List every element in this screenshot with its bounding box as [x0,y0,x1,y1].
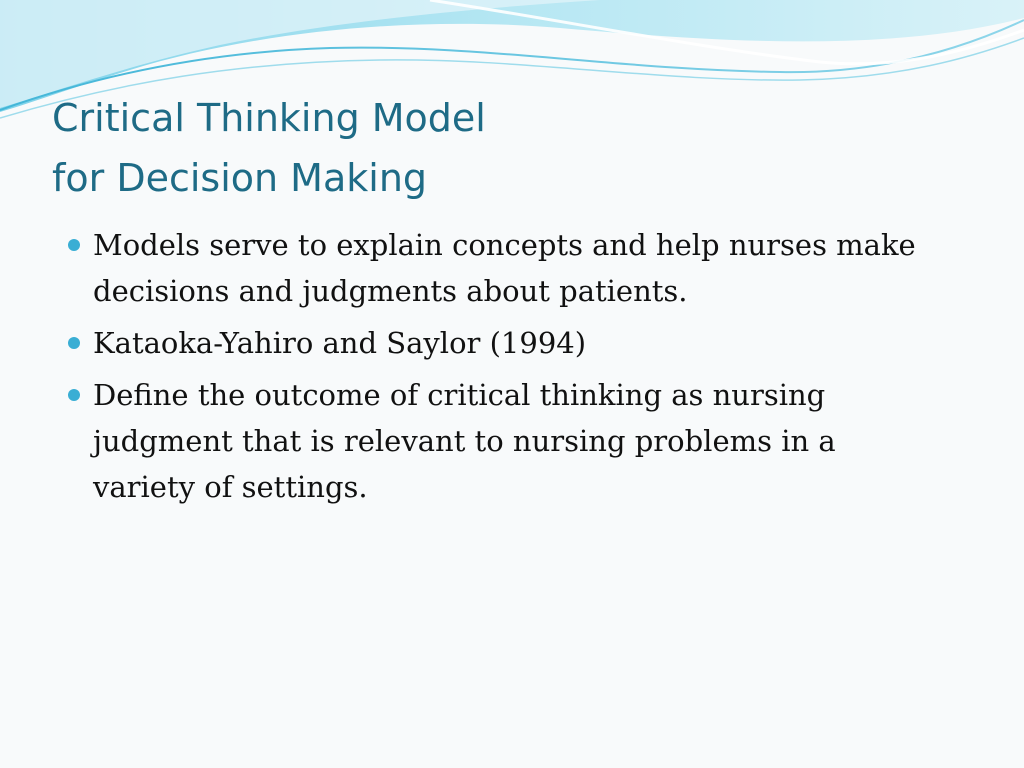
bullet-dot-icon [68,239,80,251]
bullet-dot-icon [68,389,80,401]
bullet-list [56,222,916,516]
bullet-dot-icon [68,337,80,349]
bullet-text: Kataoka-Yahiro and Saylor (1994) [93,326,587,360]
title-line-2: for Decision Making [52,156,428,200]
title-line-1: Critical Thinking Model [52,96,486,140]
slide-title [52,88,952,208]
bullet-item [56,372,916,510]
bullet-text: Define the outcome of critical thinking as nursing judgment that is relevant to nursing problems in a variety of settings. [93,378,836,504]
bullet-text: Models serve to explain concepts and help nurses make decisions and judgments about patients. [93,228,916,308]
bullet-item [56,222,916,314]
bullet-item [56,320,916,366]
